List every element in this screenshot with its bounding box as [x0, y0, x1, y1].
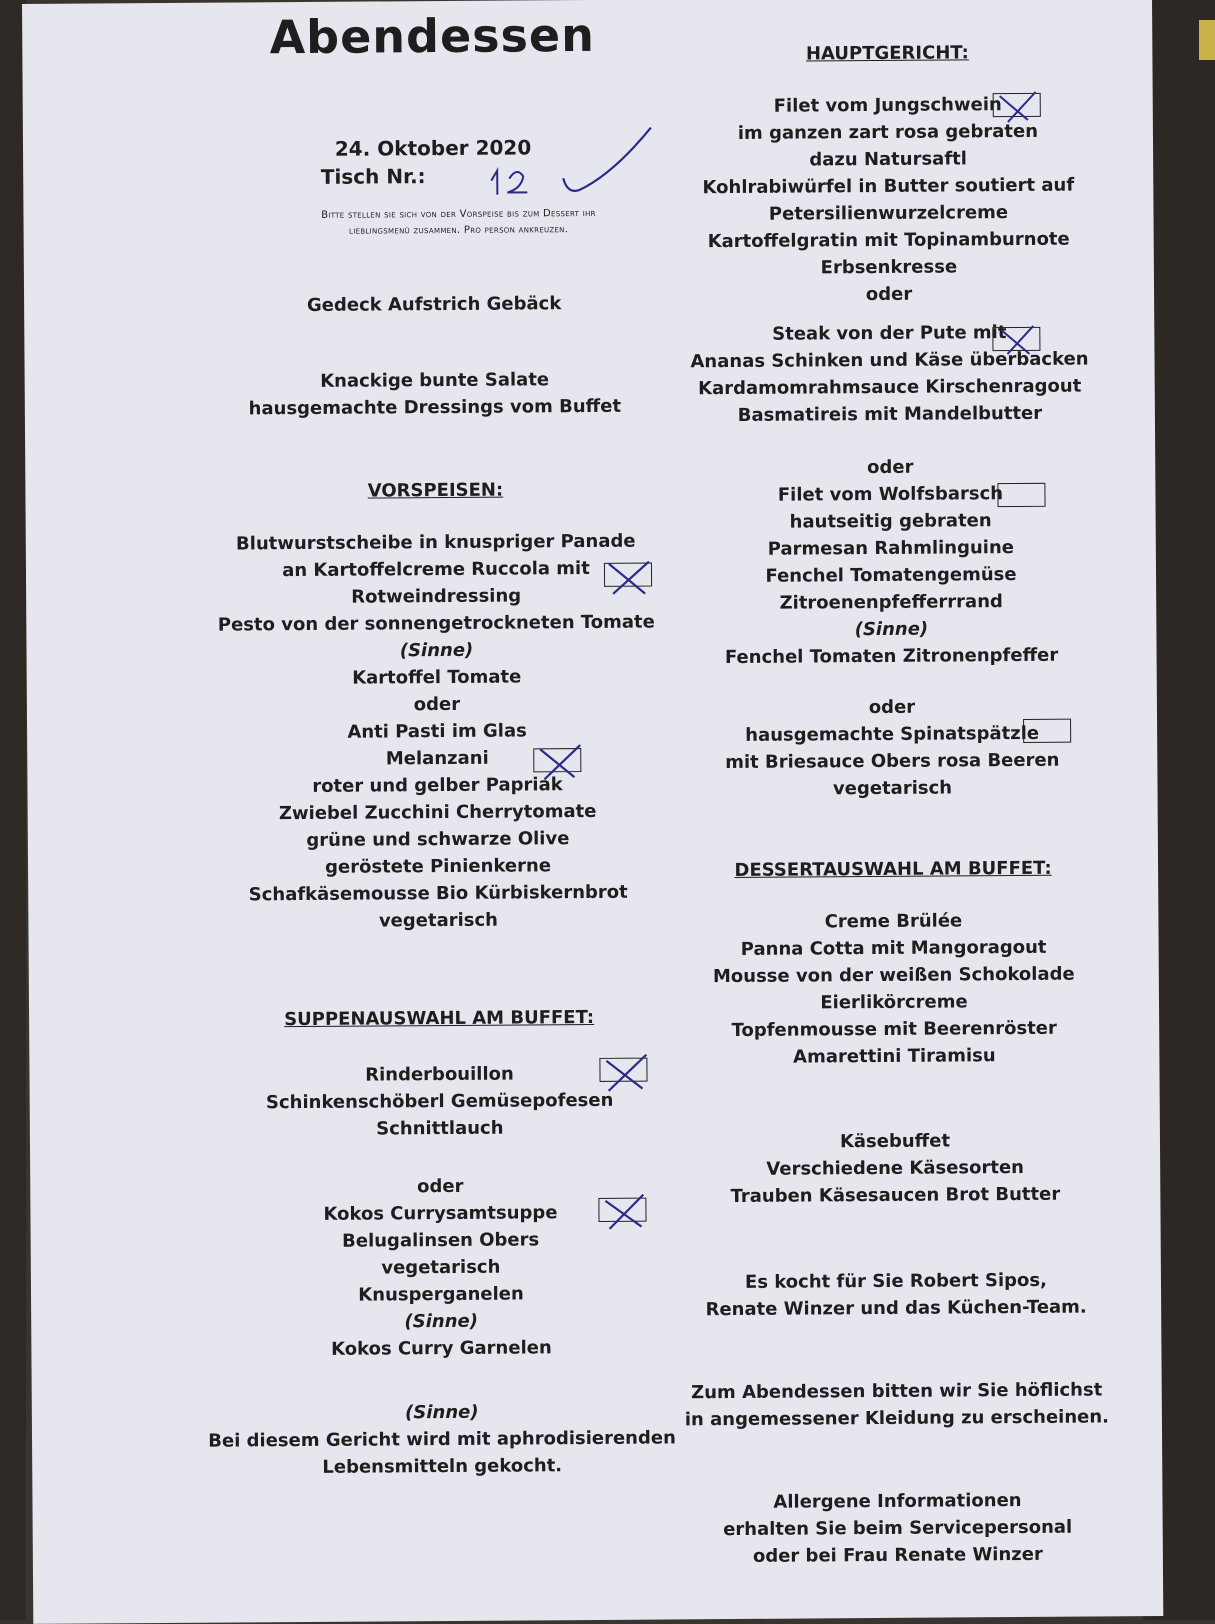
soup-option-1-checkbox[interactable]: [599, 1058, 647, 1082]
main-option-1: Filet vom Jungschwein im ganzen zart rosa gebraten dazu Natursaftl Kohlrabiwürfel in Butter soutiert auf Petersilienwurzelcreme Kartoffelgratin mit Topinamburnote Erbsenkresse oder: [702, 94, 1075, 306]
mains-heading: HAUPTGERICHT:: [805, 42, 969, 65]
soup-option-1: Rinderbouillon Schinkenschöberl Gemüsepofesen Schnittlauch: [265, 1063, 614, 1140]
cover-line: Gedeck Aufstrich Gebäck: [306, 293, 562, 316]
menu-sheet: [22, 0, 1163, 1624]
left-column: [172, 0, 692, 1478]
main-option-2: Steak von der Pute mit Ananas Schinken und Käse überbacken Kardamomrahmsauce Kirschenragout Basmatireis mit Mandelbutter: [690, 322, 1089, 426]
menu-date: 24. Oktober 2020: [334, 135, 532, 161]
main-option-3: oder Filet vom Wolfsbarsch hautseitig gebraten Parmesan Rahmlinguine Fenchel Tomatengemüse Zitroenenpfefferrrand (Sinne) Fenchel Tomaten Zitronenpfeffer: [724, 456, 1059, 669]
soups-heading: SUPPENAUSWAHL AM BUFFET:: [284, 1006, 595, 1031]
soup-option-2: oder Kokos Currysamtsuppe Belugalinsen Obers vegetarisch Knusperganelen (Sinne) Kokos Curry Garnelen: [323, 1175, 558, 1360]
table-number-label: Tisch Nr.:: [320, 164, 426, 189]
desserts-heading: DESSERTAUSWAHL AM BUFFET:: [734, 857, 1052, 881]
main-option-3-checkbox[interactable]: [997, 483, 1045, 507]
tablecloth-corner: [1199, 20, 1215, 60]
menu-folder-left-edge: [0, 0, 26, 1620]
menu-title: Abendessen: [269, 7, 596, 65]
main-option-1-checkbox[interactable]: [993, 93, 1041, 117]
instruction-text: Bitte stellen sie sich von der Vorspeise bis zum Dessert ihr lieblingsmenü zusammen. Pro person ankreuzen.: [321, 207, 596, 237]
allergen-note: Allergene Informationen erhalten Sie beim Servicepersonal oder bei Frau Renate Winzer: [723, 1490, 1073, 1567]
cheese-section: Käsebuffet Verschiedene Käsesorten Trauben Käsesaucen Brot Butter: [730, 1130, 1061, 1208]
chefs-note: Es kocht für Sie Robert Sipos, Renate Winzer und das Küchen-Team.: [705, 1269, 1087, 1321]
dessert-list: Creme Brülée Panna Cotta mit Mangoragout Mousse von der weißen Schokolade Eierlikörcreme Topfenmousse mit Beerenröster Amarettini Tiramisu: [712, 910, 1075, 1068]
main-option-4: oder hausgemachte Spinatspätzle mit Briesauce Obers rosa Beeren vegetarisch: [725, 696, 1060, 800]
soup-option-2-checkbox[interactable]: [598, 1198, 646, 1222]
sinne-note: (Sinne) Bei diesem Gericht wird mit aphrodisierenden Lebensmitteln gekocht.: [208, 1401, 676, 1478]
dress-code-note: Zum Abendessen bitten wir Sie höflichst in angemessener Kleidung zu erscheinen.: [684, 1379, 1110, 1431]
main-option-2-checkbox[interactable]: [992, 327, 1040, 351]
handwritten-table-number: [483, 121, 674, 210]
salad-section: Knackige bunte Salate hausgemachte Dressings vom Buffet: [248, 369, 622, 420]
main-option-4-checkbox[interactable]: [1023, 719, 1071, 743]
starters-heading: VORSPEISEN:: [367, 479, 504, 502]
starter-option-1-checkbox[interactable]: [604, 563, 652, 587]
starter-option-2-checkbox[interactable]: [533, 748, 581, 772]
starter-option-1: Blutwurstscheibe in knuspriger Panade an Kartoffelcreme Ruccola mit Rotweindressing Pesto von der sonnengetrockneten Tomate (Sinne) Kartoffel Tomate oder Anti Pasti im Glas Melanzani roter und gelber Papriak Zwiebel Zucchini Cherrytomate grüne und schwarze Olive geröstete Pinienkerne Schafkäsemousse Bio Kürbiskernbrot vegetarisch: [217, 530, 655, 932]
